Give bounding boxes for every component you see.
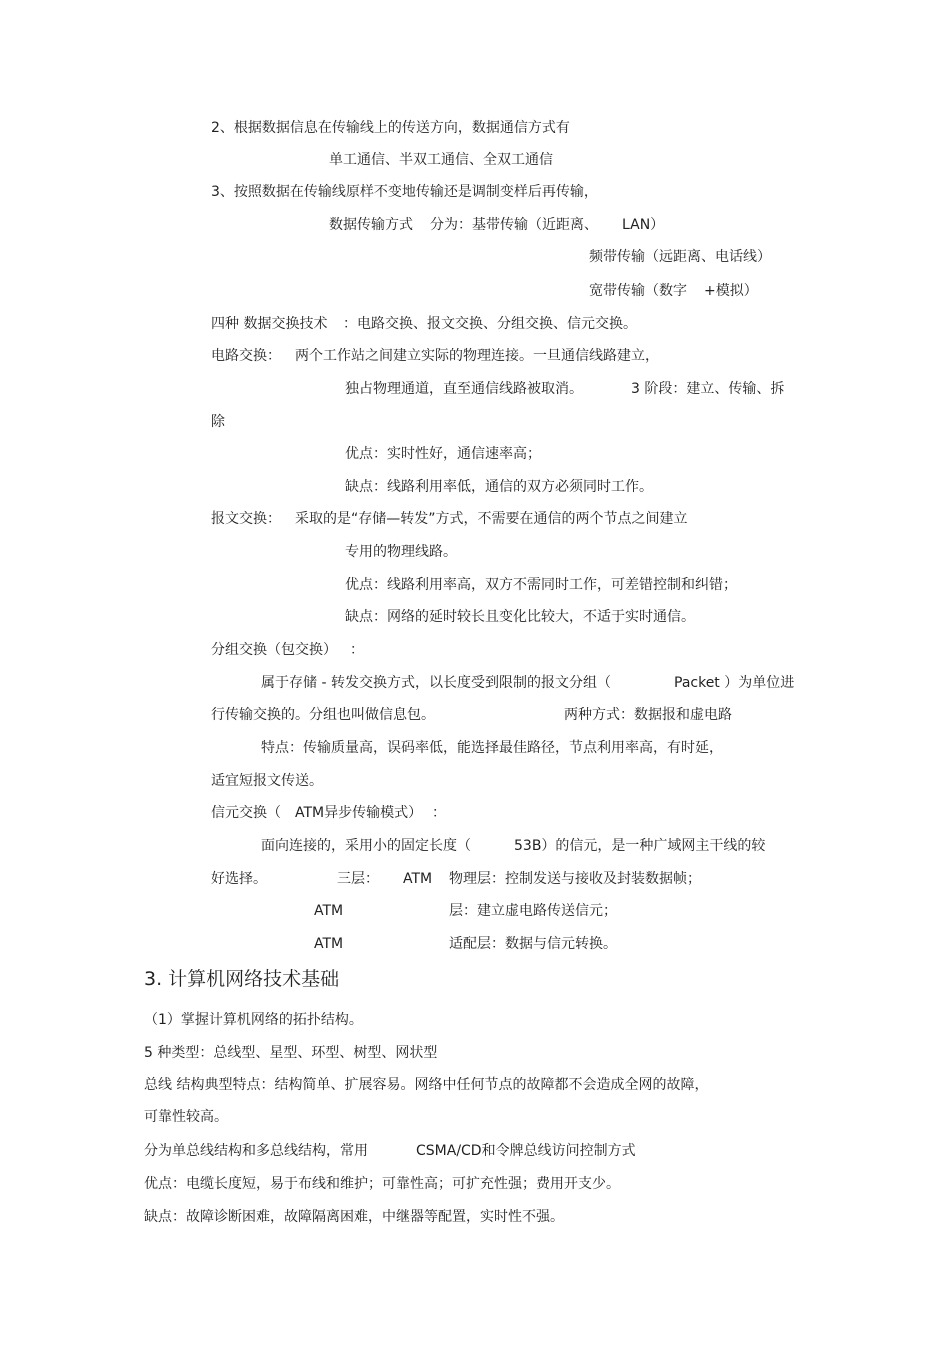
text-line: 物理层：控制发送与接收及封装数据帧；: [449, 871, 701, 887]
text-line: 面向连接的，采用小的固定长度（: [261, 838, 471, 854]
text-line: 分为：基带传输（近距离、: [430, 217, 598, 233]
text-line: 适宜短报文传送。: [211, 773, 323, 789]
text-line: 适配层：数据与信元转换。: [449, 936, 617, 952]
text-line: 两种方式：数据报和虚电路: [564, 707, 732, 723]
text-line: 独占物理通道，直至通信线路被取消。: [345, 381, 583, 397]
text-line: CSMA/CD和令牌总线访问控制方式: [416, 1143, 636, 1159]
text-line: 分为单总线结构和多总线结构，常用: [144, 1143, 368, 1159]
text-line: LAN）: [622, 217, 665, 233]
text-line: ATM: [403, 871, 433, 887]
text-line: 53B）的信元，是一种广域网主干线的较: [514, 838, 766, 854]
text-line: 频带传输（远距离、电话线）: [589, 249, 771, 265]
text-line: 四种 数据交换技术: [211, 316, 328, 332]
text-line: ATM: [314, 903, 344, 919]
text-line: 特点：传输质量高，误码率低，能选择最佳路径，节点利用率高，有时延，: [261, 740, 723, 756]
text-line: 专用的物理线路。: [345, 544, 457, 560]
text-line: ：: [350, 642, 364, 658]
text-line: 优点：电缆长度短，易于布线和维护；可靠性高；可扩充性强；费用开支少。: [144, 1176, 620, 1192]
text-line: 3 阶段：建立、传输、拆: [631, 381, 785, 397]
text-line: 缺点：线路利用率低，通信的双方必须同时工作。: [345, 479, 653, 495]
text-line: ATM异步传输模式）: [295, 805, 423, 821]
text-line: +模拟）: [704, 283, 758, 299]
text-line: 缺点：故障诊断困难，故障隔离困难，中继器等配置，实时性不强。: [144, 1209, 564, 1225]
text-line: 三层：: [337, 871, 379, 887]
text-line: ：电路交换、报文交换、分组交换、信元交换。: [343, 316, 637, 332]
text-line: 5 种类型：总线型、星型、环型、树型、网状型: [144, 1045, 438, 1061]
section-heading: 3. 计算机网络技术基础: [144, 968, 340, 990]
text-line: 总线 结构典型特点：结构简单、扩展容易。网络中任何节点的故障都不会造成全网的故障，: [144, 1077, 709, 1093]
text-line: 优点：线路利用率高，双方不需同时工作，可差错控制和纠错；: [345, 577, 737, 593]
text-line: 属于存储 - 转发交换方式，以长度受到限制的报文分组（: [261, 675, 611, 691]
text-line: 优点：实时性好，通信速率高；: [345, 446, 541, 462]
text-line: 数据传输方式: [329, 217, 413, 233]
text-line: 电路交换：: [211, 348, 281, 364]
text-line: 信元交换（: [211, 805, 281, 821]
text-line: 分组交换（包交换）: [211, 642, 337, 658]
text-line: 除: [211, 414, 225, 430]
text-line: ATM: [314, 936, 344, 952]
text-line: （1）掌握计算机网络的拓扑结构。: [144, 1012, 363, 1028]
text-line: 报文交换：: [211, 511, 281, 527]
text-line: Packet ）为单位进: [674, 675, 795, 691]
text-line: 3、按照数据在传输线原样不变地传输还是调制变样后再传输，: [211, 184, 598, 200]
text-line: 可靠性较高。: [144, 1109, 228, 1125]
text-line: 宽带传输（数字: [589, 283, 687, 299]
text-line: 单工通信、半双工通信、全双工通信: [329, 152, 553, 168]
text-line: 好选择。: [211, 871, 267, 887]
text-line: 2、根据数据信息在传输线上的传送方向，数据通信方式有: [211, 120, 570, 136]
text-line: 行传输交换的。分组也叫做信息包。: [211, 707, 435, 723]
text-line: 缺点：网络的延时较长且变化比较大，不适于实时通信。: [345, 609, 695, 625]
text-line: 采取的是“存储—转发”方式，不需要在通信的两个节点之间建立: [295, 511, 688, 527]
text-line: ：: [432, 805, 446, 821]
text-line: 两个工作站之间建立实际的物理连接。一旦通信线路建立，: [295, 348, 659, 364]
text-line: 层：建立虚电路传送信元；: [449, 903, 617, 919]
